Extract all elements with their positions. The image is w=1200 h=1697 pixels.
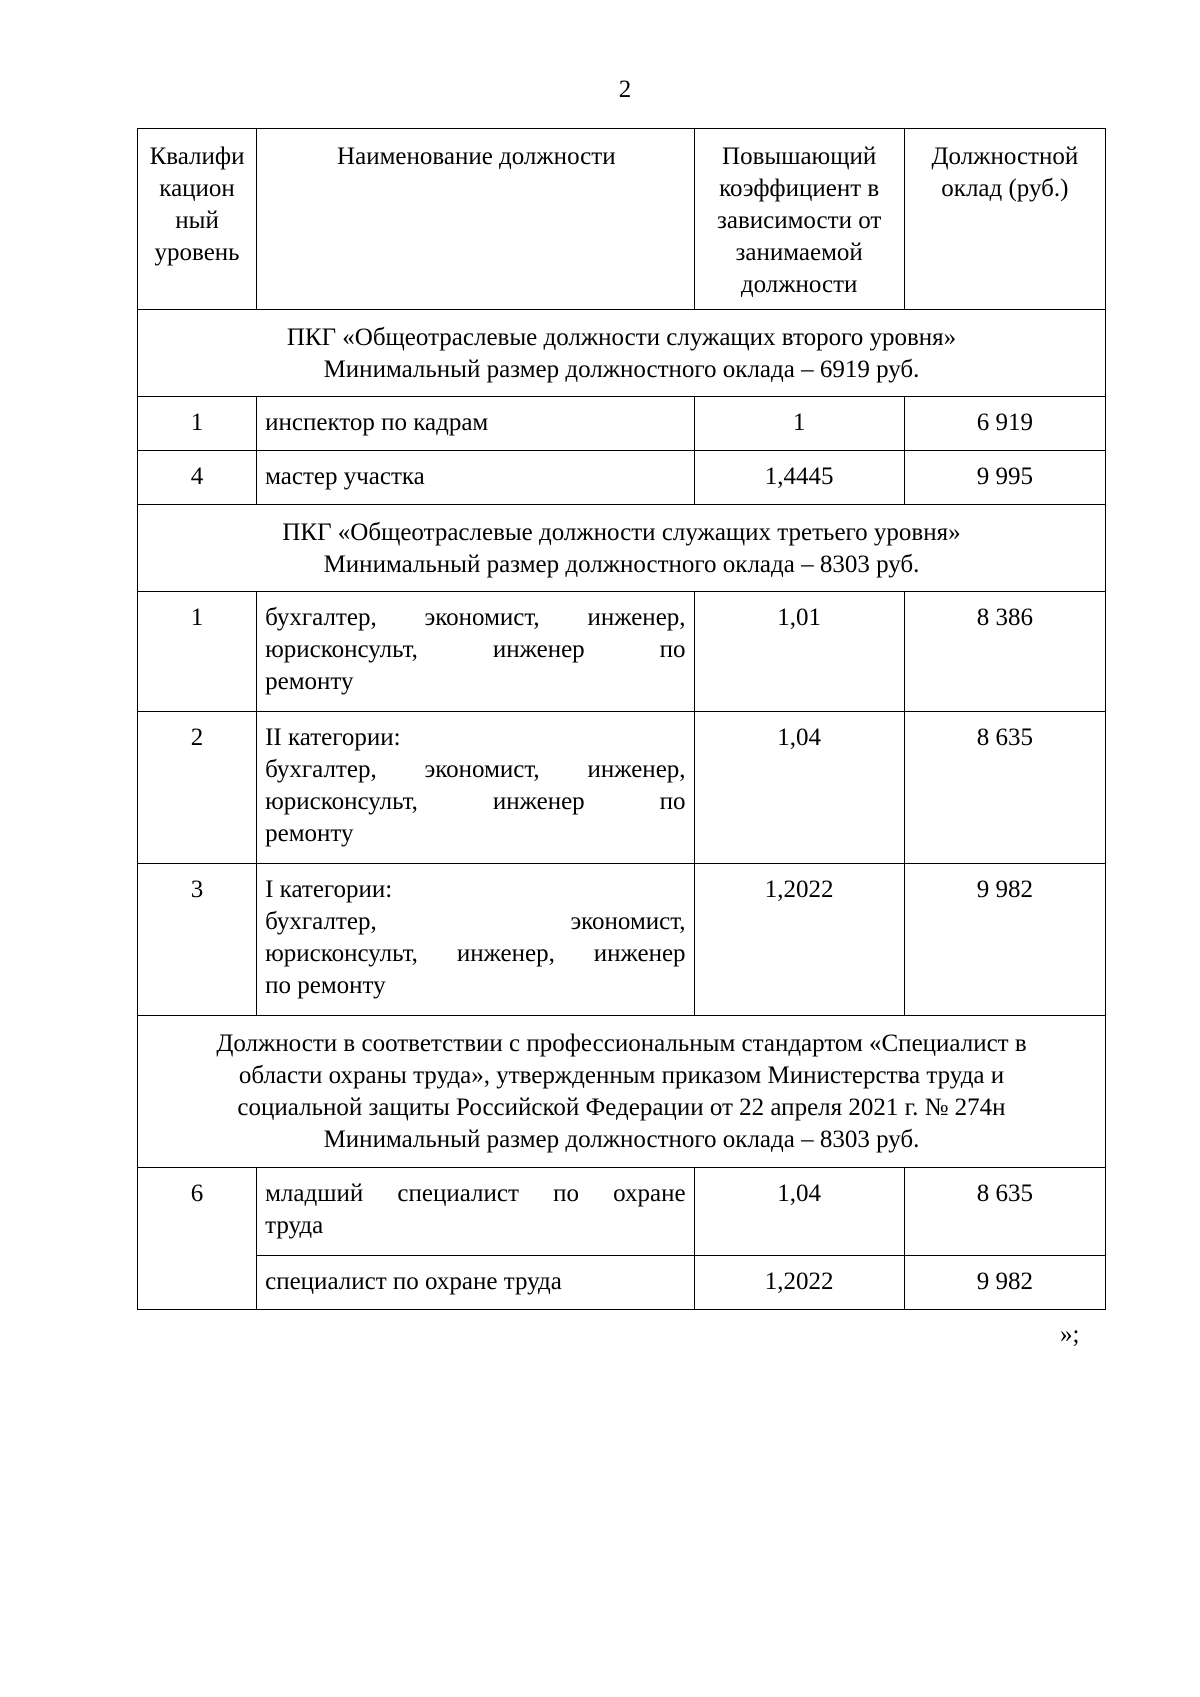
salary-table (137, 128, 1106, 1310)
coefficient-cell: 1,01 (777, 604, 822, 631)
group-header-row (138, 505, 1106, 592)
level-cell: 3 (190, 876, 204, 903)
salary-cell: 8 635 (976, 1180, 1033, 1207)
header-salary: Должностной оклад (руб.) (904, 129, 1105, 310)
header-position-name: Наименование должности (257, 129, 694, 310)
group-header-row (138, 310, 1106, 397)
position-name-cell: младший специалист по охране труда (265, 1180, 686, 1239)
group-title-cell (138, 505, 1106, 592)
coefficient-cell: 1 (792, 409, 806, 436)
level-cell: 1 (190, 409, 204, 436)
page-number: 2 (618, 76, 632, 103)
level-cell: 2 (190, 724, 204, 751)
salary-cell: 8 386 (976, 604, 1033, 631)
position-name-cell: инспектор по кадрам (265, 409, 489, 436)
group-min-salary: Минимальный размер должностного оклада – 8303 руб. (323, 1126, 920, 1153)
group-title: социальной защиты Российской Федерации от 22 апреля 2021 г. № 274н (237, 1094, 1006, 1121)
group-title: Должности в соответствии с профессиональным стандартом «Специалист в (216, 1030, 1027, 1057)
coefficient-cell: 1,2022 (764, 876, 834, 903)
group-min-salary: Минимальный размер должностного оклада – 8303 руб. (323, 551, 920, 578)
salary-cell: 8 635 (976, 724, 1033, 751)
salary-cell: 6 919 (976, 409, 1033, 436)
coefficient-cell: 1,2022 (764, 1268, 834, 1295)
table-row (138, 1168, 1106, 1256)
group-min-salary: Минимальный размер должностного оклада – 6919 руб. (323, 356, 920, 383)
header-qualification-level: Квалифи кацион ный уровень (138, 129, 257, 310)
salary-cell: 9 982 (976, 1268, 1033, 1295)
level-cell: 6 (190, 1180, 204, 1207)
table-row (138, 397, 1106, 451)
table-row (138, 592, 1106, 712)
table-row (138, 712, 1106, 864)
position-name-cell: специалист по охране труда (265, 1268, 562, 1295)
position-name-cell: мастер участка (265, 463, 425, 490)
salary-cell: 9 995 (976, 463, 1033, 490)
coefficient-cell: 1,4445 (764, 463, 834, 490)
group-header-row (138, 1016, 1106, 1168)
group-title: ПКГ «Общеотраслевые должности служащих второго уровня» (286, 324, 957, 351)
table-header-row (138, 129, 1106, 310)
coefficient-cell: 1,04 (777, 724, 822, 751)
group-title: ПКГ «Общеотраслевые должности служащих третьего уровня» (282, 519, 961, 546)
closing-quote-mark: »; (1060, 1321, 1080, 1348)
position-name-cell: I категории: бухгалтер, экономист, юрисконсульт, инженер, инженер по ремонту (265, 876, 686, 999)
table-row (138, 864, 1106, 1016)
coefficient-cell: 1,04 (777, 1180, 822, 1207)
level-cell: 1 (190, 604, 204, 631)
salary-cell: 9 982 (976, 876, 1033, 903)
table-row (138, 451, 1106, 505)
group-title-cell (138, 1016, 1106, 1168)
group-title-cell (138, 310, 1106, 397)
group-title: области охраны труда», утвержденным приказом Министерства труда и (238, 1062, 1005, 1089)
table-row (138, 1256, 1106, 1310)
position-name-cell: II категории: бухгалтер, экономист, инженер, юрисконсульт, инженер по ремонту (265, 724, 686, 847)
level-cell: 4 (190, 463, 204, 490)
position-name-cell: бухгалтер, экономист, инженер, юрисконсульт, инженер по ремонту (265, 604, 686, 695)
header-coefficient: Повышающий коэффициент в зависимости от занимаемой должности (694, 129, 904, 310)
